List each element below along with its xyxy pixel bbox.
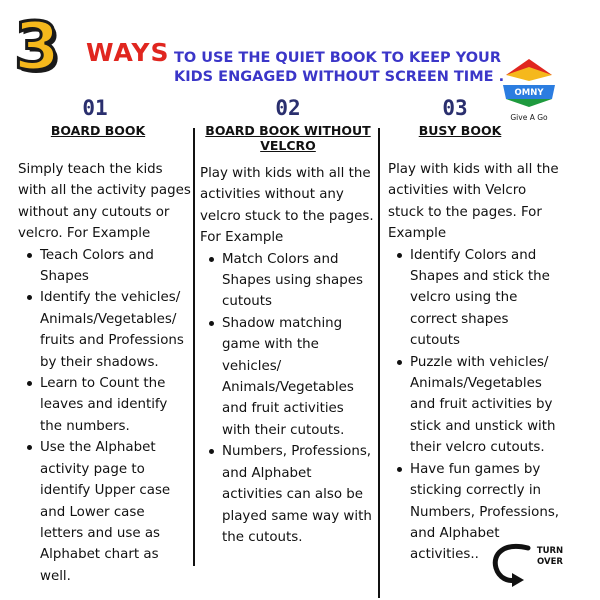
list-item: Numbers, Professions, and Alphabet activities can also be played same way with the cutouts.	[222, 441, 376, 548]
column-title: BUSY BOOK	[418, 123, 502, 138]
column-busy-book	[388, 95, 562, 566]
page-subtitle: TO USE THE QUIET BOOK TO KEEP YOUR KIDS ENGAGED WITHOUT SCREEN TIME .	[174, 50, 505, 85]
list-item: Have fun games by sticking correctly in Numbers, Professions, and Alphabet activities..	[410, 459, 562, 566]
list-item: Shadow matching game with the vehicles/ Animals/Vegetables and fruit activities with their cutouts.	[222, 313, 376, 441]
logo-brand: OMNY	[514, 88, 544, 98]
list-item: Learn to Count the leaves and identify the numbers.	[40, 373, 192, 437]
column-divider	[193, 128, 195, 566]
column-number: 01	[82, 96, 108, 120]
logo-tagline: Give A Go	[510, 113, 548, 122]
list-item: Identify Colors and Shapes and stick the velcro using the correct shapes cutouts	[410, 245, 562, 352]
big-three-numeral: 3	[14, 8, 60, 85]
column-title: BOARD BOOK WITHOUT VELCRO	[205, 123, 371, 153]
column-divider	[378, 128, 380, 598]
column-intro: Simply teach the kids with all the activity pages without any cutouts or velcro. For Example	[18, 162, 191, 242]
column-intro: Play with kids with all the activities with Velcro stuck to the pages. For Example	[388, 162, 559, 242]
column-number: 02	[275, 96, 301, 120]
turn-over-indicator	[490, 540, 570, 588]
column-board-book	[18, 95, 192, 587]
column-intro: Play with kids with all the activities without any velcro stuck to the pages. For Example	[200, 166, 374, 246]
list-item: Match Colors and Shapes using shapes cutouts	[222, 249, 376, 313]
bullet-list	[388, 245, 562, 566]
list-item: Teach Colors and Shapes	[40, 245, 192, 288]
list-item: Puzzle with vehicles/ Animals/Vegetables and fruit activities by stick and unstick with their velcro cutouts.	[410, 352, 562, 459]
list-item: Identify the vehicles/ Animals/Vegetables/ fruits and Professions by their shadows.	[40, 287, 192, 373]
list-item: Use the Alphabet activity page to identify Upper case and Lower case letters and use as Alphabet chart as well.	[40, 437, 192, 587]
column-number: 03	[442, 96, 468, 120]
bullet-list	[18, 245, 192, 588]
bullet-list	[200, 249, 376, 549]
column-board-book-without-velcro	[200, 95, 376, 548]
curved-arrow-icon	[490, 540, 534, 588]
column-title: BOARD BOOK	[50, 123, 146, 138]
turn-over-label: TURN OVER	[536, 546, 564, 567]
ways-heading: WAYS	[86, 38, 170, 67]
